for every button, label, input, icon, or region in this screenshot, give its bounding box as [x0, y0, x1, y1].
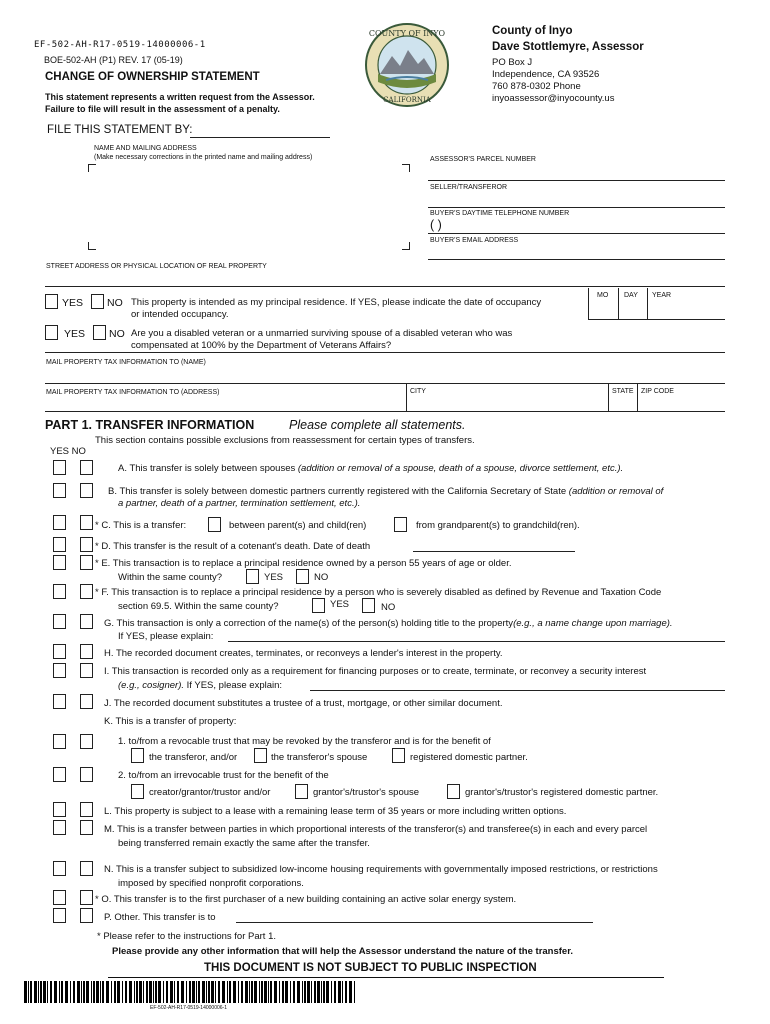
item-p-other-field[interactable] [236, 922, 593, 923]
item-j-no-checkbox[interactable] [80, 694, 93, 709]
item-d-text: * D. This transfer is the result of a cotenant's death. Date of death [95, 541, 371, 552]
item-k2-partner-checkbox[interactable] [447, 784, 460, 799]
assessor-phone: 760 878-0302 Phone [492, 81, 581, 92]
item-f-no-checkbox[interactable] [80, 584, 93, 599]
item-g-yes-checkbox[interactable] [53, 614, 66, 629]
mail-zip-label: ZIP CODE [641, 388, 674, 395]
item-g-no-checkbox[interactable] [80, 614, 93, 629]
no-label: NO [107, 297, 123, 309]
item-c-yes-checkbox[interactable] [53, 515, 66, 530]
street-address-field[interactable] [45, 286, 725, 287]
item-k1-text: 1. to/from a revocable trust that may be revoked by the transferor and is for the benefit of [118, 736, 491, 747]
item-b-text: B. This transfer is solely between domestic partners currently registered with the California Secretary of State (addition or removal of [108, 486, 664, 497]
assessor-name: Dave Stottlemyre, Assessor [492, 41, 644, 53]
item-o-yes-checkbox[interactable] [53, 890, 66, 905]
apn-field[interactable] [428, 180, 725, 181]
item-h-text: H. The recorded document creates, terminates, or reconveys a lender's interest in the property. [104, 648, 503, 659]
item-c-opt1-label: between parent(s) and child(ren) [229, 520, 367, 531]
item-c-grandparent-checkbox[interactable] [394, 517, 407, 532]
phone-label: BUYER'S DAYTIME TELEPHONE NUMBER [430, 210, 570, 217]
item-k2-no-checkbox[interactable] [80, 767, 93, 782]
item-i-yes-checkbox[interactable] [53, 663, 66, 678]
mail-name-field[interactable] [45, 383, 725, 384]
assessor-address-1: PO Box J [492, 57, 533, 68]
item-k1a-label: the transferor, and/or [149, 752, 238, 763]
item-b-no-checkbox[interactable] [80, 483, 93, 498]
item-f-text-cont: section 69.5. Within the same county? [118, 601, 279, 612]
item-e-same-county-no-checkbox[interactable] [296, 569, 309, 584]
form-revision: BOE-502-AH (P1) REV. 17 (05-19) [44, 55, 183, 65]
item-k1-spouse-checkbox[interactable] [254, 748, 267, 763]
part1-subheading: Please complete all statements. [289, 418, 466, 432]
no-label: NO [109, 328, 125, 340]
form-code: EF-502-AH-R17-0519-14000006-1 [34, 40, 206, 50]
mail-name-label: MAIL PROPERTY TAX INFORMATION TO (NAME) [46, 359, 206, 366]
item-n-text-cont: imposed by specified nonprofit corporations. [118, 878, 304, 889]
item-e-same-county-yes-checkbox[interactable] [246, 569, 259, 584]
item-j-yes-checkbox[interactable] [53, 694, 66, 709]
email-field[interactable] [428, 259, 725, 260]
item-m-no-checkbox[interactable] [80, 820, 93, 835]
principal-residence-question: This property is intended as my principal residence. If YES, please indicate the date of occupancy [131, 297, 542, 308]
item-m-text-cont: being transferred remain exactly the same after the transfer. [118, 838, 370, 849]
item-e-yes-checkbox[interactable] [53, 555, 66, 570]
disabled-veteran-question: Are you a disabled veteran or a unmarried surviving spouse of a disabled veteran who was [131, 328, 513, 339]
item-g-explain-field[interactable] [228, 641, 725, 642]
mail-address-field[interactable] [45, 411, 725, 412]
yes-label: YES [264, 572, 284, 583]
seller-label: SELLER/TRANSFEROR [430, 184, 508, 191]
principal-residence-yes-checkbox[interactable] [45, 294, 58, 309]
item-k1-partner-checkbox[interactable] [392, 748, 405, 763]
item-i-text: I. This transaction is recorded only as a requirement for financing purposes or to create, terminate, or reconvey a security interest [104, 666, 647, 677]
item-h-yes-checkbox[interactable] [53, 644, 66, 659]
occupancy-day-label: DAY [624, 292, 638, 299]
item-c-no-checkbox[interactable] [80, 515, 93, 530]
item-i-text-cont: (e.g., cosigner). If YES, please explain: [118, 680, 283, 691]
seal-text-top: COUNTY OF INYO [368, 29, 446, 38]
notice-line-1: This statement represents a written request from the Assessor. [45, 92, 315, 102]
disabled-veteran-yes-checkbox[interactable] [45, 325, 58, 340]
assessor-email: inyoassessor@inyocounty.us [492, 93, 615, 104]
item-k1c-label: registered domestic partner. [410, 752, 528, 763]
item-p-no-checkbox[interactable] [80, 908, 93, 923]
yes-label: YES [62, 297, 84, 309]
item-h-no-checkbox[interactable] [80, 644, 93, 659]
item-a-no-checkbox[interactable] [80, 460, 93, 475]
notice-line-2: Failure to file will result in the assessment of a penalty. [45, 104, 280, 114]
no-label: NO [381, 602, 396, 613]
name-address-field[interactable] [88, 164, 410, 250]
disabled-veteran-question-cont: compensated at 100% by the Department of Veterans Affairs? [131, 340, 392, 351]
yes-label: YES [64, 328, 86, 340]
item-f-text: * F. This transaction is to replace a principal residence by a person who is severely disabled as defined by Revenue and Taxation Code [95, 587, 662, 598]
item-c-text: * C. This is a transfer: [95, 520, 187, 531]
part1-provide-note: Please provide any other information that will help the Assessor understand the nature of the transfer. [112, 946, 574, 957]
yes-label: YES [330, 599, 350, 610]
street-address-label: STREET ADDRESS OR PHYSICAL LOCATION OF REAL PROPERTY [46, 263, 267, 270]
item-l-yes-checkbox[interactable] [53, 802, 66, 817]
item-i-no-checkbox[interactable] [80, 663, 93, 678]
item-b-yes-checkbox[interactable] [53, 483, 66, 498]
form-title: CHANGE OF OWNERSHIP STATEMENT [45, 71, 260, 83]
item-k2-spouse-checkbox[interactable] [295, 784, 308, 799]
principal-residence-no-checkbox[interactable] [91, 294, 104, 309]
item-e-text: * E. This transaction is to replace a principal residence owned by a person 55 years of age or older. [95, 558, 512, 569]
item-g-explain-label: If YES, please explain: [118, 631, 214, 642]
part1-intro: This section contains possible exclusions from reassessment for certain types of transfers. [95, 435, 475, 446]
seal-text-bottom: CALIFORNIA [383, 96, 431, 104]
item-p-text: P. Other. This transfer is to [104, 912, 216, 923]
item-k2-creator-checkbox[interactable] [131, 784, 144, 799]
item-i-explain-field[interactable] [310, 690, 725, 691]
item-k1-no-checkbox[interactable] [80, 734, 93, 749]
disabled-veteran-no-checkbox[interactable] [93, 325, 106, 340]
part1-heading: PART 1. TRANSFER INFORMATION [45, 418, 255, 432]
item-a-yes-checkbox[interactable] [53, 460, 66, 475]
file-by-date-line [190, 137, 330, 138]
item-d-yes-checkbox[interactable] [53, 537, 66, 552]
item-n-yes-checkbox[interactable] [53, 861, 66, 876]
item-k1b-label: the transferor's spouse [271, 752, 368, 763]
assessor-address-2: Independence, CA 93526 [492, 69, 600, 80]
item-k2-yes-checkbox[interactable] [53, 767, 66, 782]
mail-state-label: STATE [612, 388, 634, 395]
item-k-text: K. This is a transfer of property: [104, 716, 237, 727]
item-k2-text: 2. to/from an irrevocable trust for the benefit of the [118, 770, 329, 781]
item-f-same-county-no-checkbox[interactable] [362, 598, 375, 613]
item-e-no-checkbox[interactable] [80, 555, 93, 570]
date-of-death-field[interactable] [413, 551, 575, 552]
item-f-same-county-yes-checkbox[interactable] [312, 598, 325, 613]
county-seal-logo [364, 22, 450, 108]
item-d-no-checkbox[interactable] [80, 537, 93, 552]
occupancy-month-label: MO [597, 292, 609, 299]
item-p-yes-checkbox[interactable] [53, 908, 66, 923]
mail-address-label: MAIL PROPERTY TAX INFORMATION TO (ADDRESS) [46, 389, 220, 396]
item-g-text: G. This transaction is only a correction of the name(s) of the person(s) holding title to the property(e.g., a name change upon marriage). [104, 618, 673, 629]
name-address-hint: (Make necessary corrections in the printed name and mailing address) [94, 154, 313, 161]
part1-footnote: * Please refer to the instructions for Part 1. [97, 931, 277, 942]
item-k2b-label: grantor's/trustor's spouse [313, 787, 420, 798]
item-c-parent-child-checkbox[interactable] [208, 517, 221, 532]
occupancy-date-field[interactable] [588, 319, 725, 320]
email-label: BUYER'S EMAIL ADDRESS [430, 237, 519, 244]
occupancy-year-label: YEAR [652, 292, 672, 299]
item-c-opt2-label: from grandparent(s) to grandchild(ren). [416, 520, 580, 531]
item-m-yes-checkbox[interactable] [53, 820, 66, 835]
item-e-text-cont: Within the same county? [118, 572, 223, 583]
county-name: County of Inyo [492, 25, 573, 37]
mail-city-label: CITY [410, 388, 426, 395]
yes-no-column-header: YES NO [50, 446, 86, 457]
public-inspection-notice: THIS DOCUMENT IS NOT SUBJECT TO PUBLIC INSPECTION [204, 962, 537, 974]
item-k1-yes-checkbox[interactable] [53, 734, 66, 749]
item-f-yes-checkbox[interactable] [53, 584, 66, 599]
item-l-no-checkbox[interactable] [80, 802, 93, 817]
item-j-text: J. The recorded document substitutes a trustee of a trust, mortgage, or other similar document. [104, 698, 503, 709]
item-l-text: L. This property is subject to a lease with a remaining lease term of 35 years or more including written options. [104, 806, 567, 817]
item-b-text-cont: a partner, death of a partner, termination settlement, etc.). [118, 498, 361, 509]
item-o-text: * O. This transfer is to the first purchaser of a new building containing an active solar energy system. [95, 894, 517, 905]
item-k1-transferor-checkbox[interactable] [131, 748, 144, 763]
item-m-text: M. This is a transfer between parties in which proportional interests of the transferor(s) and transferee(s) in each and every parcel [104, 824, 648, 835]
barcode-caption: EF-502-AH-R17-0519-14000006-1 [150, 1005, 227, 1011]
apn-label: ASSESSOR'S PARCEL NUMBER [430, 156, 536, 163]
file-by-label: FILE THIS STATEMENT BY: [47, 124, 193, 136]
seller-field[interactable] [428, 207, 725, 208]
no-label: NO [314, 572, 329, 583]
item-n-no-checkbox[interactable] [80, 861, 93, 876]
barcode-image [24, 981, 359, 1003]
name-address-label: NAME AND MAILING ADDRESS [94, 145, 197, 152]
item-a-text: A. This transfer is solely between spouses (addition or removal of a spouse, death of a spouse, divorce settlement, etc.). [118, 463, 624, 474]
item-n-text: N. This is a transfer subject to subsidized low-income housing requirements with governmentally imposed restrictions, or restrictions [104, 864, 658, 875]
principal-residence-question-cont: or intended occupancy. [131, 309, 229, 320]
item-k2a-label: creator/grantor/trustor and/or [149, 787, 271, 798]
item-o-no-checkbox[interactable] [80, 890, 93, 905]
phone-field[interactable]: ( ) [430, 218, 442, 232]
item-k2c-label: grantor's/trustor's registered domestic partner. [465, 787, 659, 798]
